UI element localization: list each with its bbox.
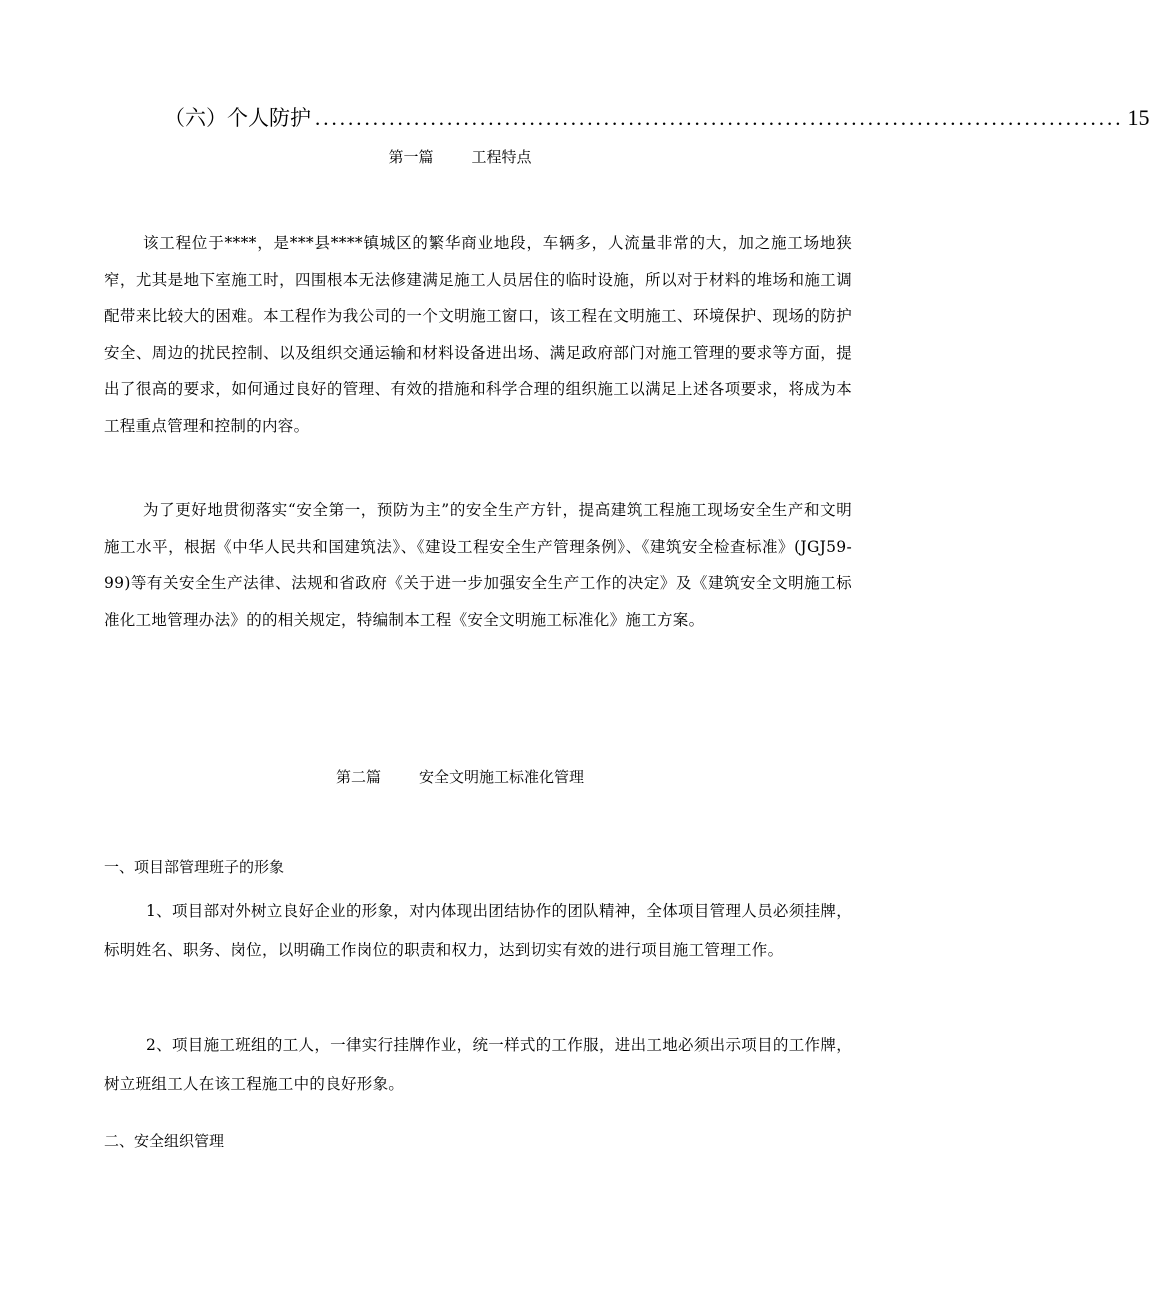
part1-paragraph-2: 为了更好地贯彻落实“安全第一，预防为主”的安全生产方针，提高建筑工程施工现场安全生产和文明施工水平，根据《中华人民共和国建筑法》、《建设工程安全生产管理条例》、《建筑安全检查标准》(JGJ59-99)等有关安全生产法律、法规和省政府《关于进一步加强安全生产工作的决定》及《建筑安全文明施工标准化工地管理办法》的的相关规定，特编制本工程《安全文明施工标准化》施工方案。 <box>104 501 852 629</box>
section2-heading: 二、安全组织管理 <box>104 1132 225 1150</box>
part2-title <box>0 766 920 788</box>
toc-page-number: 15 <box>1127 105 1150 130</box>
part1-title-text: 工程特点 <box>471 148 532 166</box>
section1-item-1: 1、项目部对外树立良好企业的形象，对内体现出团结协作的团队精神，全体项目管理人员必须挂牌，标明姓名、职务、岗位，以明确工作岗位的职责和权力，达到切实有效的进行项目施工管理工作。 <box>104 902 852 959</box>
toc-entry-label: （六）个人防护 <box>164 106 311 130</box>
part1-paragraph-1: 该工程位于****，是***县****镇城区的繁华商业地段，车辆多，人流量非常的大，加之施工场地狭窄，尤其是地下室施工时，四围根本无法修建满足施工人员居住的临时设施，所以对于材料的堆场和施工调配带来比较大的困难。本工程作为我公司的一个文明施工窗口，该工程在文明施工、环境保护、现场的防护安全、周边的扰民控制、以及组织交通运输和材料设备进出场、满足政府部门对施工管理的要求等方面，提出了很高的要求，如何通过良好的管理、有效的措施和科学合理的组织施工以满足上述各项要求，将成为本工程重点管理和控制的内容。 <box>104 234 852 435</box>
toc-entry[interactable] <box>164 103 1150 133</box>
part1-number: 第一篇 <box>388 148 434 166</box>
part2-title-text: 安全文明施工标准化管理 <box>419 768 585 786</box>
section1-heading: 一、项目部管理班子的形象 <box>104 858 285 876</box>
part1-title <box>0 146 920 168</box>
part2-number: 第二篇 <box>335 768 381 786</box>
section1-item-2: 2、项目施工班组的工人，一律实行挂牌作业，统一样式的工作服，进出工地必须出示项目的工作牌，树立班组工人在该工程施工中的良好形象。 <box>104 1036 852 1093</box>
toc-leader-dots: .................................................................................................. <box>315 106 1124 130</box>
